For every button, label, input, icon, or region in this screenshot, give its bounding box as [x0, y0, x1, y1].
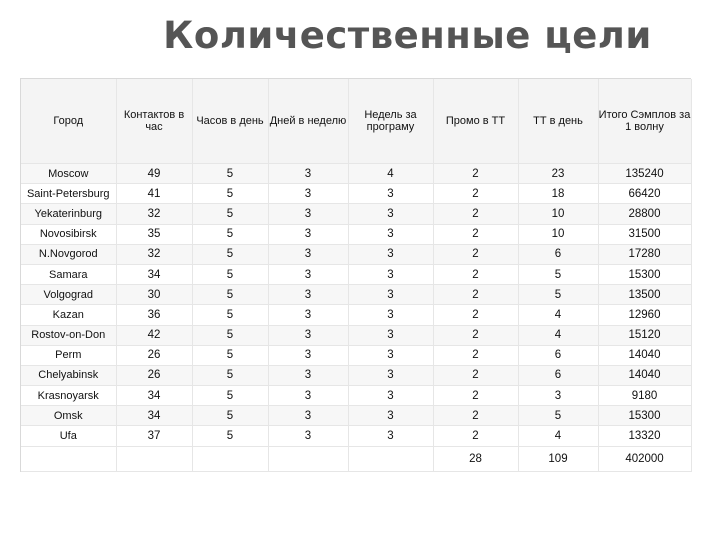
cell-contacts-per-hour: 49 [116, 164, 192, 184]
cell-days-per-week: 3 [268, 406, 348, 426]
cell-promo-per-outlet: 2 [433, 345, 518, 365]
cell-days-per-week: 3 [268, 244, 348, 264]
cell-city: Yekaterinburg [21, 204, 116, 224]
cell-promo-per-outlet: 2 [433, 305, 518, 325]
cell-outlets-per-day: 6 [518, 365, 598, 385]
cell-outlets-per-day: 6 [518, 345, 598, 365]
cell-weeks-per-program: 3 [348, 224, 433, 244]
cell-city: Saint-Petersburg [21, 184, 116, 204]
cell-hours-per-day: 5 [192, 285, 268, 305]
cell-outlets-per-day: 5 [518, 406, 598, 426]
totals-cell-outlets: 109 [518, 446, 598, 471]
table-row [21, 386, 691, 406]
cell-contacts-per-hour: 34 [116, 406, 192, 426]
cell-total-samples: 13320 [598, 426, 691, 446]
cell-hours-per-day: 5 [192, 264, 268, 284]
cell-promo-per-outlet: 2 [433, 365, 518, 385]
cell-weeks-per-program: 3 [348, 406, 433, 426]
column-header-promo-per-outlet: Промо в ТТ [433, 79, 518, 164]
cell-hours-per-day: 5 [192, 244, 268, 264]
cell-city: Novosibirsk [21, 224, 116, 244]
cell-outlets-per-day: 4 [518, 325, 598, 345]
column-header-total-samples: Итого Сэмплов за 1 волну [598, 79, 691, 164]
table-row [21, 325, 691, 345]
targets-table [21, 79, 692, 472]
table-row [21, 264, 691, 284]
cell-weeks-per-program: 3 [348, 305, 433, 325]
table-row [21, 184, 691, 204]
cell-total-samples: 12960 [598, 305, 691, 325]
totals-cell-promo: 28 [433, 446, 518, 471]
cell-contacts-per-hour: 26 [116, 345, 192, 365]
table-row [21, 426, 691, 446]
cell-hours-per-day: 5 [192, 406, 268, 426]
cell-promo-per-outlet: 2 [433, 204, 518, 224]
cell-days-per-week: 3 [268, 184, 348, 204]
table-row [21, 224, 691, 244]
cell-days-per-week: 3 [268, 365, 348, 385]
table-row [21, 244, 691, 264]
targets-table-container [20, 78, 691, 472]
cell-outlets-per-day: 10 [518, 204, 598, 224]
cell-total-samples: 13500 [598, 285, 691, 305]
totals-row [21, 446, 691, 471]
cell-weeks-per-program: 4 [348, 164, 433, 184]
cell-promo-per-outlet: 2 [433, 164, 518, 184]
cell-weeks-per-program: 3 [348, 365, 433, 385]
column-header-days-per-week: Дней в неделю [268, 79, 348, 164]
cell-city: Samara [21, 264, 116, 284]
cell-hours-per-day: 5 [192, 164, 268, 184]
cell-promo-per-outlet: 2 [433, 285, 518, 305]
cell-contacts-per-hour: 41 [116, 184, 192, 204]
cell-promo-per-outlet: 2 [433, 264, 518, 284]
cell-weeks-per-program: 3 [348, 184, 433, 204]
cell-total-samples: 15300 [598, 264, 691, 284]
totals-cell-contacts [116, 446, 192, 471]
column-header-contacts-per-hour: Контактов в час [116, 79, 192, 164]
table-row [21, 285, 691, 305]
cell-days-per-week: 3 [268, 345, 348, 365]
cell-outlets-per-day: 5 [518, 264, 598, 284]
table-row [21, 365, 691, 385]
cell-hours-per-day: 5 [192, 325, 268, 345]
totals-cell-weeks [348, 446, 433, 471]
cell-weeks-per-program: 3 [348, 426, 433, 446]
cell-city: Krasnoyarsk [21, 386, 116, 406]
cell-days-per-week: 3 [268, 325, 348, 345]
cell-outlets-per-day: 5 [518, 285, 598, 305]
cell-weeks-per-program: 3 [348, 325, 433, 345]
cell-contacts-per-hour: 37 [116, 426, 192, 446]
cell-outlets-per-day: 18 [518, 184, 598, 204]
totals-cell-city [21, 446, 116, 471]
cell-weeks-per-program: 3 [348, 285, 433, 305]
cell-city: N.Novgorod [21, 244, 116, 264]
cell-total-samples: 31500 [598, 224, 691, 244]
cell-days-per-week: 3 [268, 386, 348, 406]
cell-outlets-per-day: 3 [518, 386, 598, 406]
cell-hours-per-day: 5 [192, 386, 268, 406]
cell-hours-per-day: 5 [192, 305, 268, 325]
column-header-city: Город [21, 79, 116, 164]
table-row [21, 406, 691, 426]
cell-total-samples: 14040 [598, 365, 691, 385]
cell-contacts-per-hour: 32 [116, 244, 192, 264]
cell-outlets-per-day: 4 [518, 426, 598, 446]
table-row [21, 345, 691, 365]
cell-weeks-per-program: 3 [348, 386, 433, 406]
cell-weeks-per-program: 3 [348, 345, 433, 365]
totals-cell-samples: 402000 [598, 446, 691, 471]
cell-outlets-per-day: 23 [518, 164, 598, 184]
cell-total-samples: 66420 [598, 184, 691, 204]
cell-total-samples: 9180 [598, 386, 691, 406]
cell-weeks-per-program: 3 [348, 264, 433, 284]
table-row [21, 164, 691, 184]
cell-contacts-per-hour: 35 [116, 224, 192, 244]
cell-hours-per-day: 5 [192, 426, 268, 446]
cell-days-per-week: 3 [268, 426, 348, 446]
cell-weeks-per-program: 3 [348, 244, 433, 264]
totals-cell-days [268, 446, 348, 471]
cell-weeks-per-program: 3 [348, 204, 433, 224]
cell-promo-per-outlet: 2 [433, 184, 518, 204]
cell-promo-per-outlet: 2 [433, 325, 518, 345]
cell-promo-per-outlet: 2 [433, 426, 518, 446]
cell-contacts-per-hour: 34 [116, 386, 192, 406]
cell-hours-per-day: 5 [192, 345, 268, 365]
cell-hours-per-day: 5 [192, 184, 268, 204]
cell-promo-per-outlet: 2 [433, 406, 518, 426]
cell-contacts-per-hour: 36 [116, 305, 192, 325]
cell-contacts-per-hour: 34 [116, 264, 192, 284]
cell-hours-per-day: 5 [192, 365, 268, 385]
cell-city: Moscow [21, 164, 116, 184]
table-body [21, 164, 691, 472]
cell-outlets-per-day: 10 [518, 224, 598, 244]
table-row [21, 204, 691, 224]
cell-days-per-week: 3 [268, 204, 348, 224]
cell-outlets-per-day: 6 [518, 244, 598, 264]
header-row [21, 79, 691, 164]
cell-city: Omsk [21, 406, 116, 426]
cell-city: Perm [21, 345, 116, 365]
cell-hours-per-day: 5 [192, 224, 268, 244]
cell-city: Kazan [21, 305, 116, 325]
cell-promo-per-outlet: 2 [433, 386, 518, 406]
totals-cell-hours [192, 446, 268, 471]
cell-total-samples: 15300 [598, 406, 691, 426]
column-header-hours-per-day: Часов в день [192, 79, 268, 164]
cell-promo-per-outlet: 2 [433, 224, 518, 244]
cell-days-per-week: 3 [268, 305, 348, 325]
cell-promo-per-outlet: 2 [433, 244, 518, 264]
cell-total-samples: 15120 [598, 325, 691, 345]
table-row [21, 305, 691, 325]
cell-total-samples: 135240 [598, 164, 691, 184]
cell-days-per-week: 3 [268, 224, 348, 244]
cell-contacts-per-hour: 26 [116, 365, 192, 385]
cell-city: Rostov-on-Don [21, 325, 116, 345]
cell-outlets-per-day: 4 [518, 305, 598, 325]
cell-hours-per-day: 5 [192, 204, 268, 224]
cell-contacts-per-hour: 30 [116, 285, 192, 305]
column-header-weeks-per-program: Недель за програму [348, 79, 433, 164]
cell-total-samples: 28800 [598, 204, 691, 224]
cell-city: Chelyabinsk [21, 365, 116, 385]
cell-contacts-per-hour: 32 [116, 204, 192, 224]
cell-city: Ufa [21, 426, 116, 446]
cell-total-samples: 17280 [598, 244, 691, 264]
column-header-outlets-per-day: ТТ в день [518, 79, 598, 164]
cell-contacts-per-hour: 42 [116, 325, 192, 345]
cell-days-per-week: 3 [268, 285, 348, 305]
cell-city: Volgograd [21, 285, 116, 305]
page-title: Количественные цели [163, 14, 652, 57]
cell-total-samples: 14040 [598, 345, 691, 365]
cell-days-per-week: 3 [268, 264, 348, 284]
cell-days-per-week: 3 [268, 164, 348, 184]
